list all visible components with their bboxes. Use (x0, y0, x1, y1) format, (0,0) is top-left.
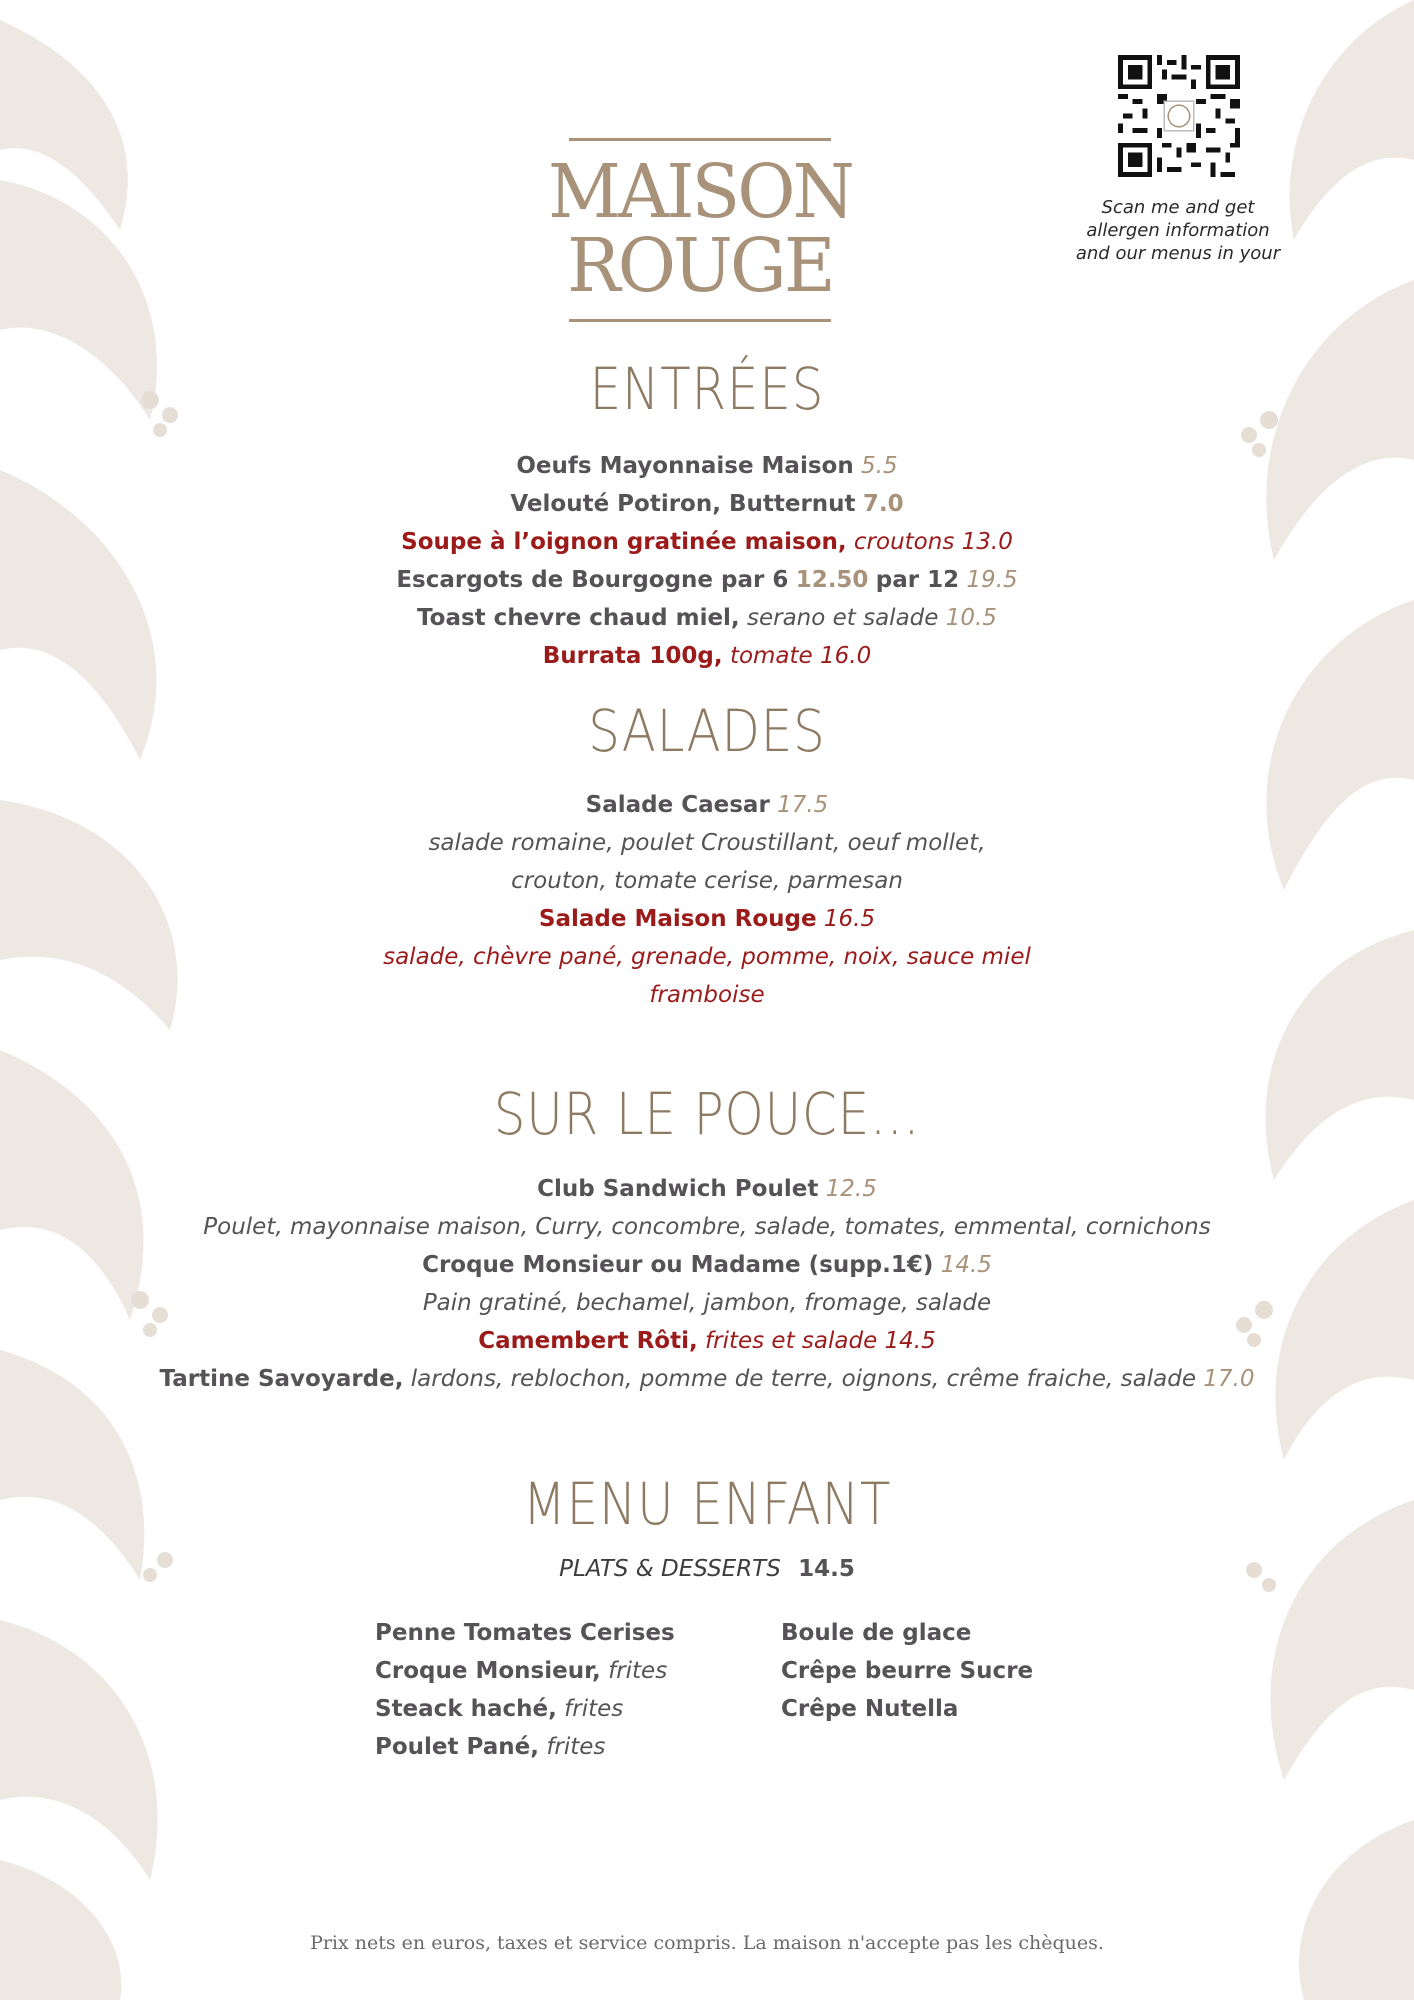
item-name: Oeufs Mayonnaise Maison (516, 453, 854, 479)
item-description (0, 976, 1414, 1014)
menu-item-featured (0, 637, 1414, 675)
menu-item (0, 561, 1414, 599)
item-detail: frites (564, 1696, 624, 1722)
item-name: Soupe à l’oignon gratinée maison, (401, 529, 847, 555)
kids-menu-price: 14.5 (798, 1556, 855, 1582)
qr-caption-line: Scan me and get (1101, 197, 1255, 218)
item-description (0, 938, 1414, 976)
item-price: 12.50 (795, 567, 869, 593)
menu-item (0, 447, 1414, 485)
item-name: Croque Monsieur ou Madame (supp.1€) (422, 1252, 934, 1278)
item-detail: tomate 16.0 (729, 643, 872, 669)
item-detail: frites (546, 1734, 606, 1760)
brand-name: MAISON ROUGE (548, 149, 852, 309)
item-name: Escargots de Bourgogne par 6 (396, 567, 789, 593)
item-detail: lardons, reblochon, pomme de terre, oignons, crême fraiche, salade (410, 1366, 1196, 1392)
list-item (375, 1728, 675, 1766)
brand-rule-top (569, 138, 831, 141)
item-description-text: framboise (649, 982, 765, 1008)
footer-note: Prix nets en euros, taxes et service compris. La maison n'accepte pas les chèques. (310, 1932, 1104, 1954)
item-price: 14.5 (940, 1252, 992, 1278)
list-item: Boule de glace (781, 1620, 972, 1646)
menu-item (0, 1170, 1414, 1208)
item-name: par 12 (875, 567, 960, 593)
item-name: Salade Caesar (585, 792, 770, 818)
menu-item-featured (0, 523, 1414, 561)
list-item: Crêpe beurre Sucre (781, 1658, 1034, 1684)
item-price: 16.5 (823, 906, 876, 932)
list-item (375, 1614, 675, 1652)
list-item: Crêpe Nutella (781, 1696, 959, 1722)
brand-logo (395, 138, 1005, 322)
item-detail: frites et salade 14.5 (705, 1328, 936, 1354)
item-name: Croque Monsieur, (375, 1658, 601, 1684)
item-price: 7.0 (862, 491, 904, 517)
qr-caption (1058, 196, 1298, 265)
item-description (0, 824, 1414, 862)
list-item (375, 1690, 675, 1728)
brand-rule-bottom (569, 319, 831, 322)
item-description (0, 1284, 1414, 1322)
menu-item-featured (0, 1322, 1414, 1360)
section-title-entrees: ENTRÉES (589, 355, 825, 423)
section-title-salades: SALADES (588, 697, 826, 765)
item-description-text: Pain gratiné, bechamel, jambon, fromage, salade (422, 1290, 992, 1316)
item-name: Tartine Savoyarde, (159, 1366, 404, 1392)
kids-desserts-column (781, 1614, 1033, 1728)
section-title-sur-le-pouce: SUR LE POUCE... (493, 1080, 921, 1148)
item-name: Steack haché, (375, 1696, 557, 1722)
item-price: 17.0 (1203, 1366, 1255, 1392)
menu-item (0, 1246, 1414, 1284)
item-name: Burrata 100g, (542, 643, 723, 669)
item-name: Velouté Potiron, Butternut (510, 491, 856, 517)
item-description (0, 862, 1414, 900)
menu-item (0, 599, 1414, 637)
item-description-text: crouton, tomate cerise, parmesan (511, 868, 903, 894)
list-item (375, 1652, 675, 1690)
item-price: 10.5 (945, 605, 997, 631)
item-name: Penne Tomates Cerises (375, 1620, 675, 1646)
item-description (0, 1208, 1414, 1246)
qr-caption-line: and our menus in your (1075, 243, 1281, 264)
item-description-text: salade, chèvre pané, grenade, pomme, noix, sauce miel (383, 944, 1031, 970)
item-price: 12.5 (825, 1176, 877, 1202)
item-name: Poulet Pané, (375, 1734, 539, 1760)
item-detail: frites (608, 1658, 668, 1684)
menu-item-featured (0, 900, 1414, 938)
item-description-text: Poulet, mayonnaise maison, Curry, concombre, salade, tomates, emmental, cornichons (203, 1214, 1211, 1240)
kids-menu-subtitle (0, 1556, 1414, 1582)
section-title-menu-enfant: MENU ENFANT (522, 1470, 892, 1538)
item-detail: croutons 13.0 (853, 529, 1013, 555)
item-name: Salade Maison Rouge (538, 906, 817, 932)
menu-item (0, 1360, 1414, 1398)
item-name: Club Sandwich Poulet (537, 1176, 819, 1202)
menu-item (0, 485, 1414, 523)
menu-item (0, 786, 1414, 824)
item-price: 17.5 (777, 792, 829, 818)
item-detail: serano et salade (746, 605, 939, 631)
qr-code-icon[interactable] (1118, 55, 1240, 177)
item-price: 19.5 (966, 567, 1018, 593)
item-description-text: salade romaine, poulet Croustillant, oeuf mollet, (428, 830, 986, 856)
kids-plats-column (375, 1614, 675, 1766)
item-name: Camembert Rôti, (478, 1328, 698, 1354)
item-price: 5.5 (861, 453, 898, 479)
kids-menu-label: PLATS & DESSERTS (559, 1556, 781, 1582)
qr-caption-line: allergen information (1086, 220, 1270, 241)
item-name: Toast chevre chaud miel, (417, 605, 740, 631)
